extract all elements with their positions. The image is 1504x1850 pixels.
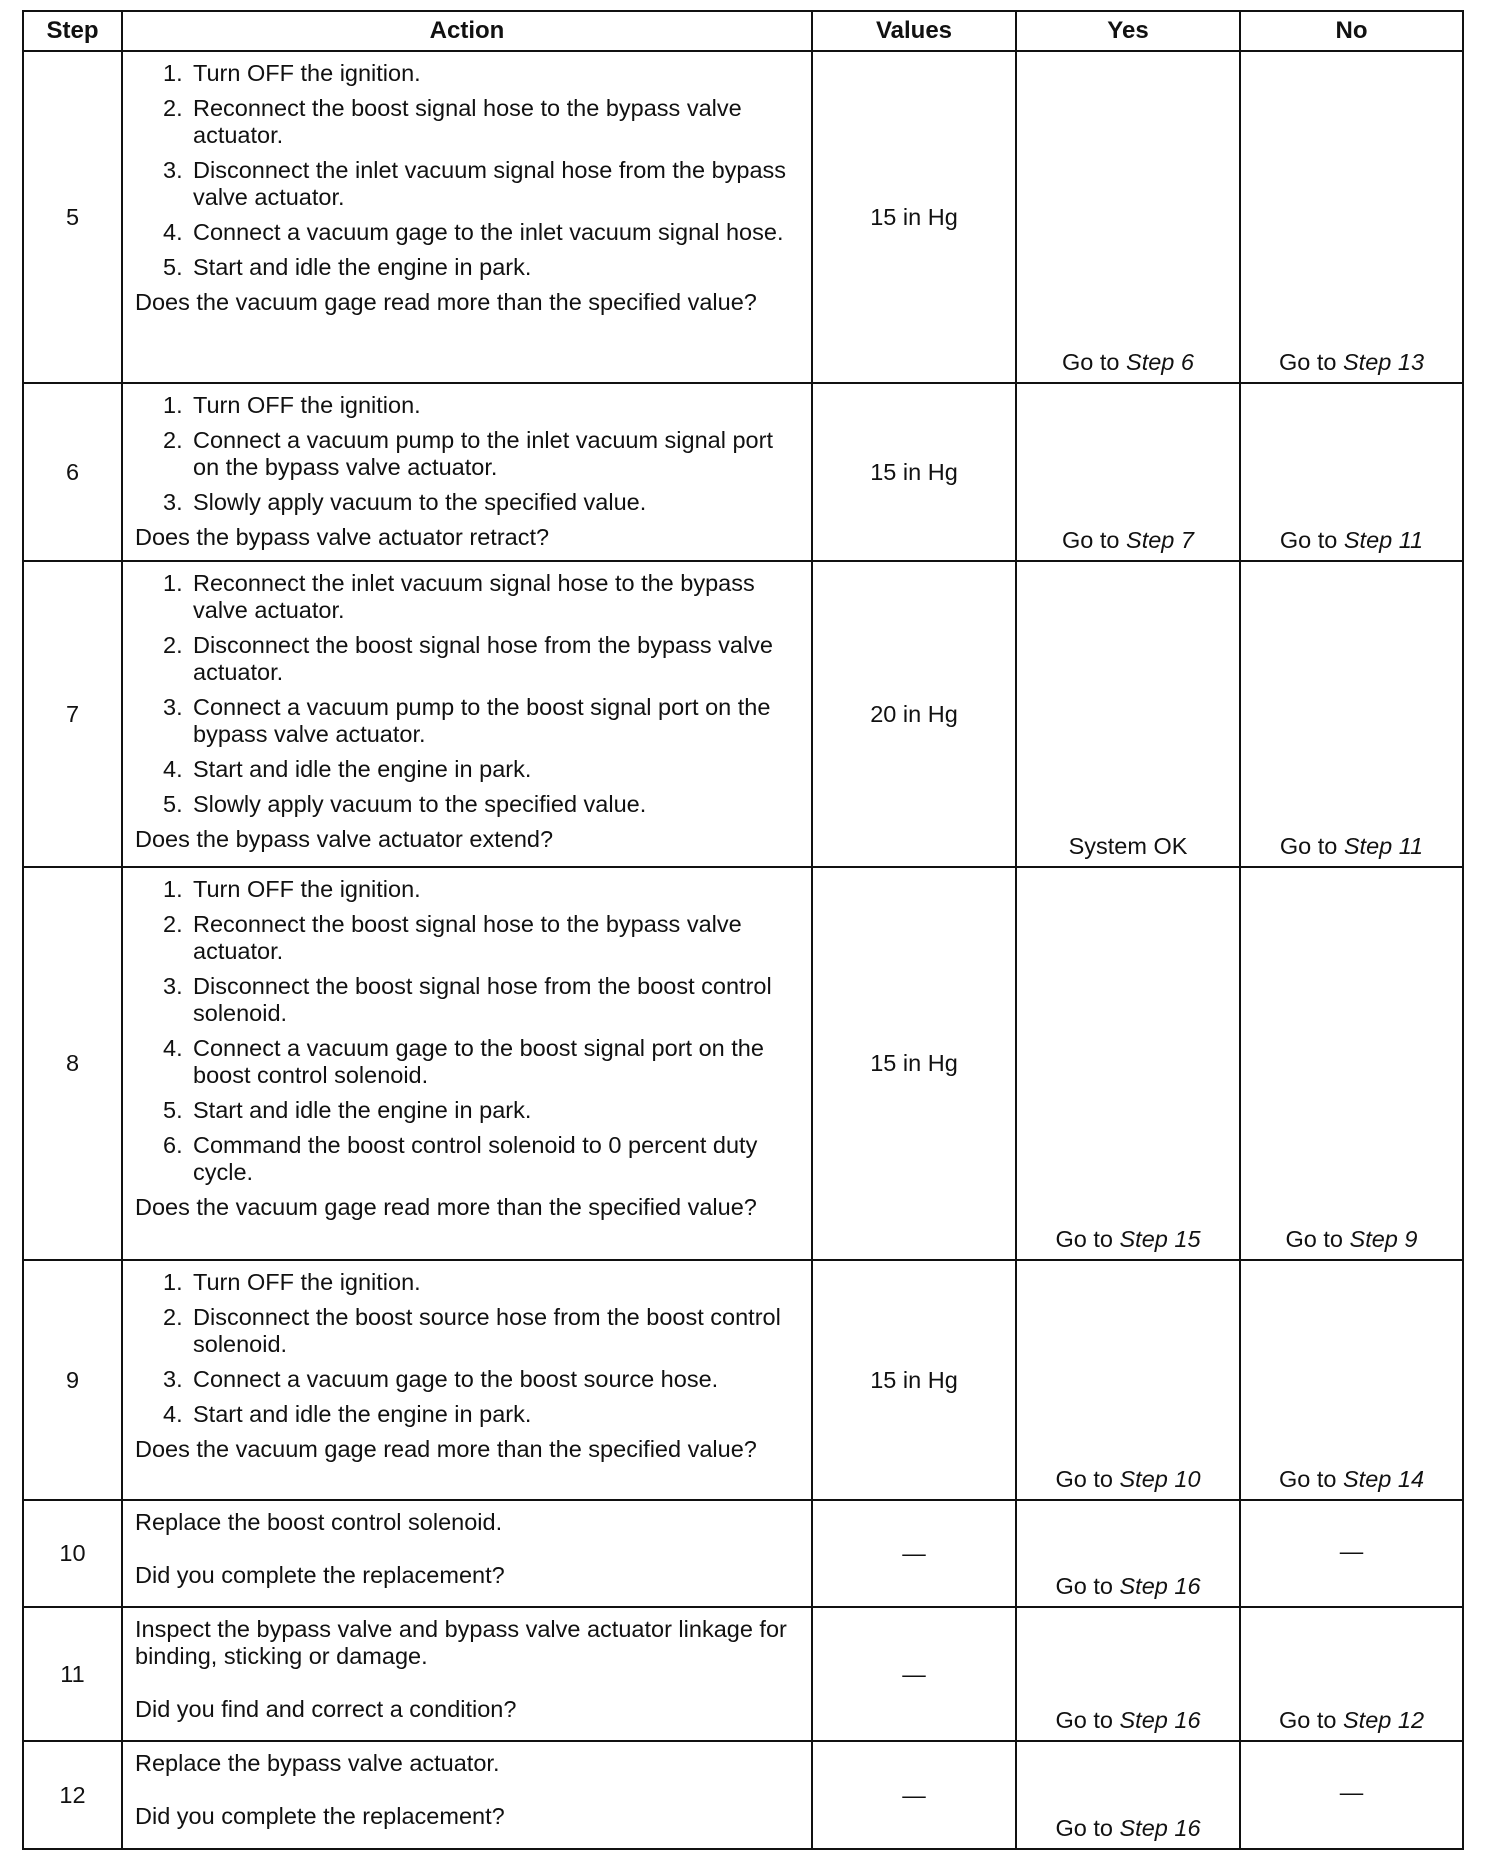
step-number: 6 — [23, 383, 122, 561]
table-row — [23, 1607, 1463, 1741]
no-result: Go to Step 9 — [1240, 867, 1463, 1260]
step-reference: Step 14 — [1343, 1466, 1425, 1492]
list-item: 1. Reconnect the inlet vacuum signal hose to the bypass valve actuator. — [163, 570, 755, 623]
list-item: 6. Command the boost control solenoid to 0 percent duty cycle. — [163, 1132, 758, 1185]
action-cell — [122, 1260, 812, 1500]
list-item: 4. Connect a vacuum gage to the boost signal port on the boost control solenoid. — [163, 1035, 764, 1088]
no-result: — — [1240, 1741, 1463, 1849]
action-cell — [122, 51, 812, 383]
list-item: 5. Start and idle the engine in park. — [163, 1097, 532, 1123]
step-reference: Step 11 — [1343, 527, 1424, 553]
instruction-text: Replace the boost control solenoid. — [135, 1509, 503, 1535]
list-item: 2. Reconnect the boost signal hose to the bypass valve actuator. — [163, 95, 742, 148]
list-item: 5. Slowly apply vacuum to the specified value. — [163, 791, 647, 817]
yes-result: Go to Step 15 — [1016, 867, 1240, 1260]
list-item: 3. Slowly apply vacuum to the specified value. — [163, 489, 647, 515]
step-number: 9 — [23, 1260, 122, 1500]
action-cell — [122, 561, 812, 867]
list-item: 5. Start and idle the engine in park. — [163, 254, 532, 280]
spec-value: 20 in Hg — [812, 561, 1016, 867]
step-number: 5 — [23, 51, 122, 383]
list-item: 3. Connect a vacuum pump to the boost signal port on the bypass valve actuator. — [163, 694, 771, 747]
step-number: 10 — [23, 1500, 122, 1607]
spec-value: — — [812, 1741, 1016, 1849]
table-row — [23, 51, 1463, 383]
list-item: 3. Connect a vacuum gage to the boost source hose. — [163, 1366, 719, 1392]
action-cell — [122, 1741, 812, 1849]
no-result: Go to Step 13 — [1240, 51, 1463, 383]
step-number: 11 — [23, 1607, 122, 1741]
step-reference: Step 12 — [1343, 1707, 1425, 1733]
yes-result: System OK — [1016, 561, 1240, 867]
header-step: Step — [23, 11, 122, 51]
step-reference: Step 15 — [1119, 1226, 1201, 1252]
list-item: 4. Start and idle the engine in park. — [163, 1401, 532, 1427]
spec-value: 15 in Hg — [812, 51, 1016, 383]
question-text: Does the vacuum gage read more than the specified value? — [135, 1436, 757, 1462]
question-text: Does the vacuum gage read more than the specified value? — [135, 289, 757, 315]
step-number: 12 — [23, 1741, 122, 1849]
spec-value: — — [812, 1500, 1016, 1607]
list-item: 3. Disconnect the inlet vacuum signal hose from the bypass valve actuator. — [163, 157, 787, 210]
no-result: Go to Step 11 — [1240, 383, 1463, 561]
table-row — [23, 1500, 1463, 1607]
question-text: Did you find and correct a condition? — [135, 1696, 517, 1722]
no-result: — — [1240, 1500, 1463, 1607]
list-item: 4. Connect a vacuum gage to the inlet vacuum signal hose. — [163, 219, 784, 245]
step-reference: Step 16 — [1119, 1815, 1201, 1841]
header-no: No — [1240, 11, 1463, 51]
procedure-list — [135, 392, 801, 516]
header-yes: Yes — [1016, 11, 1240, 51]
question-text: Does the vacuum gage read more than the specified value? — [135, 1194, 757, 1220]
spec-value: 15 in Hg — [812, 867, 1016, 1260]
step-number: 7 — [23, 561, 122, 867]
instruction-text: Replace the bypass valve actuator. — [135, 1750, 500, 1776]
list-item: 3. Disconnect the boost signal hose from the boost control solenoid. — [163, 973, 772, 1026]
header-values: Values — [812, 11, 1016, 51]
table-row — [23, 561, 1463, 867]
question-text: Did you complete the replacement? — [135, 1803, 505, 1829]
spec-value: 15 in Hg — [812, 1260, 1016, 1500]
question-text: Did you complete the replacement? — [135, 1562, 505, 1588]
yes-result: Go to Step 16 — [1016, 1607, 1240, 1741]
step-reference: Step 6 — [1126, 349, 1194, 375]
spec-value: 15 in Hg — [812, 383, 1016, 561]
header-action: Action — [122, 11, 812, 51]
yes-result: Go to Step 6 — [1016, 51, 1240, 383]
step-reference: Step 13 — [1343, 349, 1425, 375]
list-item: 2. Disconnect the boost signal hose from the bypass valve actuator. — [163, 632, 773, 685]
list-item: 2. Reconnect the boost signal hose to the bypass valve actuator. — [163, 911, 742, 964]
table-row — [23, 1741, 1463, 1849]
action-cell — [122, 867, 812, 1260]
step-reference: Step 9 — [1349, 1226, 1418, 1252]
list-item: 4. Start and idle the engine in park. — [163, 756, 532, 782]
action-cell — [122, 1607, 812, 1741]
diagnostic-table — [22, 10, 1464, 1850]
step-reference: Step 16 — [1119, 1573, 1201, 1599]
action-cell — [122, 383, 812, 561]
procedure-list — [135, 876, 801, 1186]
no-result: Go to Step 14 — [1240, 1260, 1463, 1500]
question-text: Does the bypass valve actuator extend? — [135, 826, 554, 852]
procedure-list — [135, 570, 801, 818]
yes-result: Go to Step 10 — [1016, 1260, 1240, 1500]
step-number: 8 — [23, 867, 122, 1260]
spec-value: — — [812, 1607, 1016, 1741]
table-row — [23, 867, 1463, 1260]
question-text: Does the bypass valve actuator retract? — [135, 524, 550, 550]
header-row — [23, 11, 1463, 51]
yes-result: Go to Step 16 — [1016, 1741, 1240, 1849]
action-cell — [122, 1500, 812, 1607]
step-reference: Step 11 — [1343, 833, 1424, 859]
list-item: 1. Turn OFF the ignition. — [163, 60, 421, 86]
procedure-list — [135, 60, 801, 281]
no-result: Go to Step 12 — [1240, 1607, 1463, 1741]
step-reference: Step 7 — [1126, 527, 1194, 553]
list-item: 1. Turn OFF the ignition. — [163, 876, 421, 902]
list-item: 1. Turn OFF the ignition. — [163, 392, 421, 418]
list-item: 2. Disconnect the boost source hose from the boost control solenoid. — [163, 1304, 781, 1357]
instruction-text: Inspect the bypass valve and bypass valve actuator linkage for binding, sticking or damage. — [135, 1616, 787, 1669]
yes-result: Go to Step 16 — [1016, 1500, 1240, 1607]
no-result: Go to Step 11 — [1240, 561, 1463, 867]
list-item: 2. Connect a vacuum pump to the inlet vacuum signal port on the bypass valve actuator. — [163, 427, 773, 480]
procedure-list — [135, 1269, 801, 1428]
step-reference: Step 16 — [1119, 1707, 1201, 1733]
step-reference: Step 10 — [1119, 1466, 1201, 1492]
table-row — [23, 1260, 1463, 1500]
yes-result: Go to Step 7 — [1016, 383, 1240, 561]
table-row — [23, 383, 1463, 561]
list-item: 1. Turn OFF the ignition. — [163, 1269, 421, 1295]
